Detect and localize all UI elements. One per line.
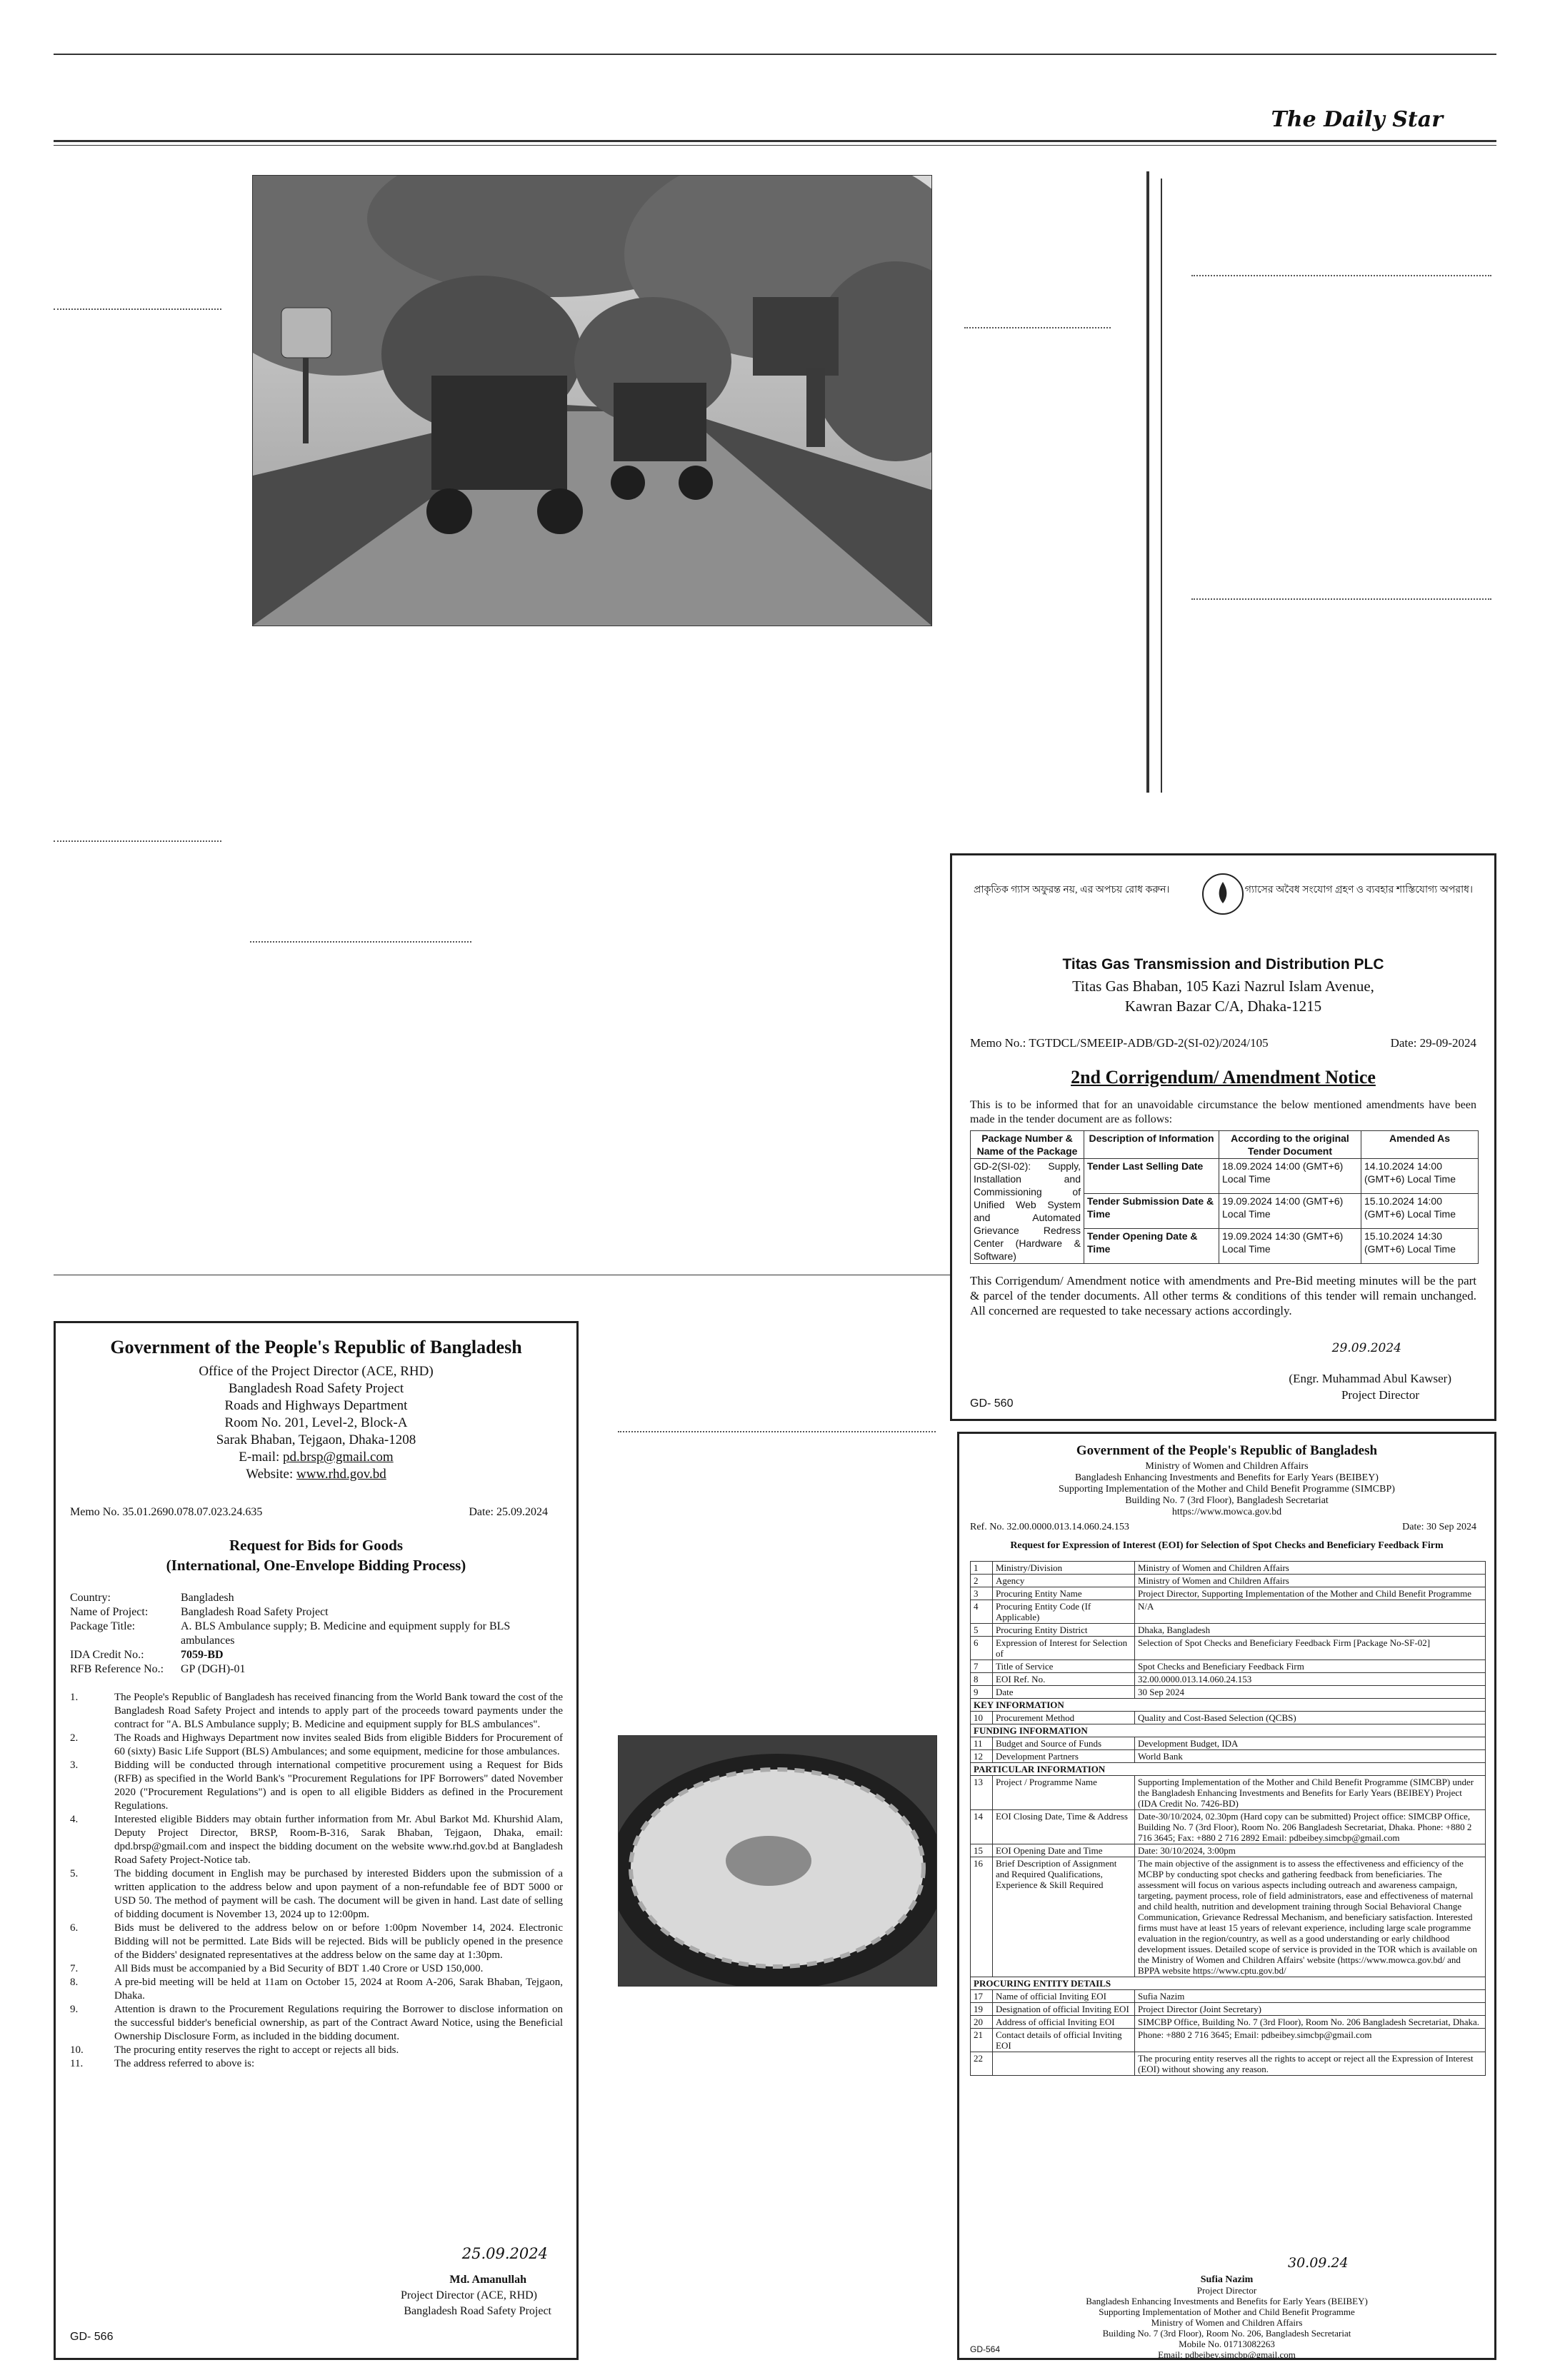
table-cell: Date [993,1686,1135,1699]
item-number: 3. [70,1759,79,1771]
table-cell: Date: 30/10/2024, 3:00pm [1135,1844,1486,1857]
item-number: 6. [70,1922,79,1934]
table-cell: 11 [971,1737,993,1750]
list-item [70,2057,563,2071]
table-cell: 22 [971,2052,993,2076]
table-section-row [971,1699,1486,1712]
item-number: 7. [70,1963,79,1974]
item-text: The procuring entity reserves the right to accept or rejects all bids. [114,2044,399,2056]
table-cell: Budget and Source of Funds [993,1737,1135,1750]
column-rule-thin [1161,179,1162,793]
mowca-line: Supporting Implementation of the Mother and Child Benefit Programme (SIMCBP) [1059,1484,1395,1495]
table-row [971,1844,1486,1857]
titas-org-name: Titas Gas Transmission and Distribution PLC [1062,956,1384,973]
photo-sweets-tray [618,1735,937,1987]
item-text: Attention is drawn to the Procurement Regulations requiring the Borrower to disclose information on the successful bidder's beneficial ownership, as part of the Contract Award Notice, using the Beneficial Ownership Disclosure Form, as included in the bidding document. [114,2004,563,2042]
table-cell: 15 [971,1844,993,1857]
mowca-sign-lines [959,2285,1494,2360]
titas-corrigendum-ad [950,853,1496,1421]
titas-gd-code: GD- 560 [970,1397,1014,1410]
item-text: Bidding will be conducted through international competitive procurement using a Request for Bids (RFB) as specified in the World Bank's "Procurement Regulations for IPF Borrowers" dated November 2020 ("Procurement Regulations") and is open to all eligible Bidders as defined in the Procurement Regulations. [114,1759,563,1812]
field-row [70,1605,563,1620]
table-cell: Phone: +880 2 716 3645; Email: pdbeibey.simcbp@gmail.com [1135,2029,1486,2052]
table-cell: Ministry/Division [993,1562,1135,1575]
table-cell [993,2052,1135,2076]
rhd-web-link[interactable]: www.rhd.gov.bd [296,1467,386,1482]
section-heading: FUNDING INFORMATION [971,1724,1486,1737]
table-row [971,1857,1486,1977]
rhd-title-2: (International, One-Envelope Bidding Process) [166,1557,466,1574]
rhd-signer: Md. Amanullah [449,2274,526,2286]
sign-line: Bangladesh Enhancing Investments and Benefits for Early Years (BEIBEY) [1086,2296,1368,2306]
rhd-line: Sarak Bhaban, Tejgaon, Dhaka-1208 [216,1432,416,1447]
table-cell: World Bank [1135,1750,1486,1763]
table-cell: 30 Sep 2024 [1135,1686,1486,1699]
table-cell: Procuring Entity Name [993,1587,1135,1600]
field-key: RFB Reference No.: [70,1663,164,1675]
table-cell: The procuring entity reserves all the rights to accept or reject all the Expression of Interest (EOI) without showing any reason. [1135,2052,1486,2076]
rhd-request-for-bids-ad [54,1321,579,2360]
rhd-fields [70,1591,563,1677]
table-cell: 21 [971,2029,993,2052]
rhd-gov-title: Government of the People's Republic of Bangladesh [110,1337,522,1357]
field-row [70,1591,563,1605]
table-cell: Tender Submission Date & Time [1084,1194,1219,1229]
item-number: 2. [70,1732,79,1744]
table-row [971,1712,1486,1724]
rhd-line: Roads and Highways Department [224,1398,408,1413]
titas-signer-title: Project Director [1341,1388,1419,1402]
table-row [971,1637,1486,1660]
table-row [971,1737,1486,1750]
table-cell: Development Budget, IDA [1135,1737,1486,1750]
field-value: A. BLS Ambulance supply; B. Medicine and equipment supply for BLS ambulances [181,1620,511,1647]
table-row [971,1587,1486,1600]
separator [1191,598,1491,600]
table-cell: Ministry of Women and Children Affairs [1135,1575,1486,1587]
rhd-gd-code: GD- 566 [70,2331,114,2343]
table-cell: Procuring Entity District [993,1624,1135,1637]
rhd-email-line [56,1449,576,1465]
table-cell: 14 [971,1810,993,1844]
item-number: 5. [70,1868,79,1879]
field-key: IDA Credit No.: [70,1649,144,1661]
sign-line: Building No. 7 (3rd Floor), Room No. 206, Bangladesh Secretariat [1102,2328,1351,2339]
table-cell: 6 [971,1637,993,1660]
mowca-ref: Ref. No. 32.00.0000.013.14.060.24.153 [970,1522,1129,1532]
table-cell: Development Partners [993,1750,1135,1763]
table-cell: Name of official Inviting EOI [993,1990,1135,2003]
table-row [971,1750,1486,1763]
list-item [70,1732,563,1759]
rhd-web-line [56,1466,576,1482]
list-item [70,1976,563,2003]
table-cell: 8 [971,1673,993,1686]
table-cell: 18.09.2024 14:00 (GMT+6) Local Time [1219,1159,1361,1194]
table-cell: 2 [971,1575,993,1587]
table-cell: 3 [971,1587,993,1600]
table-cell: 12 [971,1750,993,1763]
header-rule-1 [54,140,1496,142]
table-row [971,1810,1486,1844]
table-row [971,2052,1486,2076]
item-number: 10. [70,2044,84,2056]
field-value: GP (DGH)-01 [181,1663,246,1675]
col-original: According to the original Tender Document [1219,1131,1361,1159]
table-section-row [971,1977,1486,1990]
table-cell: Designation of official Inviting EOI [993,2003,1135,2016]
item-text: The address referred to above is: [114,2058,255,2069]
titas-address-1: Titas Gas Bhaban, 105 Kazi Nazrul Islam Avenue, [1072,978,1374,995]
mowca-website[interactable]: https://www.mowca.gov.bd [1171,1507,1282,1517]
table-section-row [971,1763,1486,1776]
table-cell: EOI Opening Date and Time [993,1844,1135,1857]
table-cell: 32.00.0000.013.14.060.24.153 [1135,1673,1486,1686]
rhd-line: Room No. 201, Level-2, Block-A [224,1415,408,1430]
field-key: Name of Project: [70,1606,149,1618]
titas-signer: (Engr. Muhammad Abul Kawser) [1289,1372,1451,1385]
photo-vegetable-vehicles [252,175,932,626]
section-heading: PARTICULAR INFORMATION [971,1763,1486,1776]
table-cell: Supporting Implementation of the Mother and Child Benefit Programme (SIMCBP) under the Bangladesh Enhancing Investments and Benefits for Early Years (BEIBEY) Project (IDA Credit No. 7426-BD) [1135,1776,1486,1810]
list-item [70,1691,563,1732]
table-cell: 10 [971,1712,993,1724]
field-key: Country: [70,1592,111,1604]
item-text: The Roads and Highways Department now invites sealed Bids from eligible Bidders for Procurement of 60 (sixty) Basic Life Support (BLS) Ambulances; and some equipment, medicine for those ambulances. [114,1732,563,1757]
rhd-signer-title: Project Director (ACE, RHD) [400,2289,537,2301]
table-section-row [971,1724,1486,1737]
bengali-slogan-left: প্রাকৃতিক গ্যাস অফুরন্ত নয়, এর অপচয় রোধ করুন। [974,885,1170,895]
field-value: Bangladesh [181,1592,234,1604]
titas-date: Date: 29-09-2024 [1390,1036,1476,1050]
rhd-title-1: Request for Bids for Goods [229,1537,404,1554]
item-text: The People's Republic of Bangladesh has received financing from the World Bank toward the cost of the Bangladesh Road Safety Project and intends to apply part of the proceeds toward payments under the contract for "A. BLS Ambulance supply; B. Medicine and equipment supply for BLS ambulances". [114,1692,563,1730]
item-text: All Bids must be accompanied by a Bid Security of BDT 1.40 Crore or USD 150,000. [114,1963,484,1974]
mowca-line: Bangladesh Enhancing Investments and Benefits for Early Years (BEIBEY) [1075,1472,1379,1483]
sign-line: Email: pdbeibey.simcbp@gmail.com [1158,2349,1296,2360]
table-cell: N/A [1135,1600,1486,1624]
table-cell: 19 [971,2003,993,2016]
mowca-eoi-ad [957,1432,1496,2360]
package-cell: GD-2(SI-02): Supply, Installation and Commissioning of Unified Web System and Automated Grievance Redress Center (Hardware & Software) [971,1159,1084,1264]
mowca-signature-date: 30.09.24 [1288,2255,1349,2271]
item-number: 9. [70,2004,79,2015]
list-item [70,1962,563,1976]
section-heading: KEY INFORMATION [971,1699,1486,1712]
titas-logo-icon [1202,873,1244,915]
table-cell: Selection of Spot Checks and Beneficiary Feedback Firm [Package No-SF-02] [1135,1637,1486,1660]
table-row [971,1575,1486,1587]
table-row [971,1990,1486,2003]
table-cell: EOI Closing Date, Time & Address [993,1810,1135,1844]
item-number: 1. [70,1692,79,1703]
sign-line: Project Director [1196,2285,1257,2296]
separator [54,840,221,842]
table-cell: 7 [971,1660,993,1673]
table-cell: 19.09.2024 14:30 (GMT+6) Local Time [1219,1229,1361,1264]
masthead: The Daily Star [1271,107,1443,132]
list-item [70,1813,563,1867]
table-cell: Tender Opening Date & Time [1084,1229,1219,1264]
separator [54,308,221,310]
table-cell: 5 [971,1624,993,1637]
rhd-signature-date: 25.09.2024 [461,2245,548,2262]
field-value: Bangladesh Road Safety Project [181,1606,329,1618]
field-row [70,1620,563,1648]
rhd-date: Date: 25.09.2024 [469,1506,548,1518]
item-number: 8. [70,1977,79,1988]
table-cell: Quality and Cost-Based Selection (QCBS) [1135,1712,1486,1724]
mowca-line: Ministry of Women and Children Affairs [1145,1461,1309,1472]
separator [1191,275,1491,276]
table-cell: Project Director (Joint Secretary) [1135,2003,1486,2016]
table-cell: 19.09.2024 14:00 (GMT+6) Local Time [1219,1194,1361,1229]
list-item [70,2044,563,2057]
table-cell: 15.10.2024 14:00 (GMT+6) Local Time [1361,1194,1479,1229]
item-number: 11. [70,2058,84,2069]
table-row [971,1600,1486,1624]
titas-memo: Memo No.: TGTDCL/SMEEIP-ADB/GD-2(SI-02)/2024/105 [970,1036,1269,1050]
sign-line: Supporting Implementation of Mother and Child Benefit Programme [1099,2306,1355,2317]
table-cell: 9 [971,1686,993,1699]
table-cell: Procurement Method [993,1712,1135,1724]
table-row [971,2003,1486,2016]
item-number: 4. [70,1814,79,1825]
table-cell: Agency [993,1575,1135,1587]
field-value: 7059-BD [181,1649,224,1661]
bengali-slogan-right: গ্যাসের অবৈধ সংযোগ গ্রহণ ও ব্যবহার শাস্তিযোগ্য অপরাধ। [1244,885,1473,895]
table-cell: Tender Last Selling Date [1084,1159,1219,1194]
table-cell: Address of official Inviting EOI [993,2016,1135,2029]
table-cell: SIMCBP Office, Building No. 7 (3rd Floor), Room No. 206 Bangladesh Secretariat, Dhaka. [1135,2016,1486,2029]
table-cell: Contact details of official Inviting EOI [993,2029,1135,2052]
rhd-email-link[interactable]: pd.brsp@gmail.com [283,1450,394,1465]
table-cell: Procuring Entity Code (If Applicable) [993,1600,1135,1624]
table-row [971,1562,1486,1575]
table-cell: 4 [971,1600,993,1624]
table-row [971,1673,1486,1686]
col-description: Description of Information [1084,1131,1219,1159]
separator [250,941,471,943]
top-rule [54,54,1496,55]
table-cell: 20 [971,2016,993,2029]
table-cell: Ministry of Women and Children Affairs [1135,1562,1486,1575]
titas-heading: 2nd Corrigendum/ Amendment Notice [1071,1067,1376,1088]
table-cell: The main objective of the assignment is to assess the effectiveness and efficiency of the MCBP by conducting spot checks and gathering feedback from beneficiaries. The assessment will focus on various aspects including outreach and awareness campaign, targeting, payment process, role of field administrators, ease and effectiveness of maternal and child health, nutrition and development training through Social Behavioral Change Communication, Grievance Redressal Mechanism, and beneficiary satisfaction. Interested firms must have at least 15 years of relevant experience, including large scale programme evaluation in the region/country, as well as a good understanding or early childhood development issues. Detailed scope of service is provided in the TOR which is available on the Ministry of Women and Children Affairs' website (https://www.mowca.gov.bd/ and BPPA website https://www.cptu.gov.bd/ [1135,1857,1486,1977]
list-item [70,1759,563,1813]
field-row [70,1648,563,1662]
rhd-email-label: E-mail: [239,1450,284,1465]
section-heading: PROCURING ENTITY DETAILS [971,1977,1486,1990]
col-amended: Amended As [1361,1131,1479,1159]
header-rule-2 [54,145,1496,146]
table-row [971,2016,1486,2029]
table-cell: Expression of Interest for Selection of [993,1637,1135,1660]
list-item [70,2003,563,2044]
table-row [971,1624,1486,1637]
table-row [971,1660,1486,1673]
rhd-memo: Memo No. 35.01.2690.078.07.023.24.635 [70,1506,263,1518]
separator [618,1431,936,1432]
mowca-gd-code: GD-564 [970,2344,1001,2354]
item-text: A pre-bid meeting will be held at 11am on October 15, 2024 at Room A-206, Sarak Bhaban, Tejgaon, Dhaka. [114,1977,563,2002]
table-cell: Sufia Nazim [1135,1990,1486,2003]
table-row [971,2029,1486,2052]
field-row [70,1662,563,1677]
table-cell: Dhaka, Bangladesh [1135,1624,1486,1637]
titas-closing: This Corrigendum/ Amendment notice with amendments and Pre-Bid meeting minutes will be the part & parcel of the tender documents. All other terms & conditions of this tender will remain unchanged. All concerned are requested to take necessary actions accordingly. [970,1274,1476,1317]
field-key: Package Title: [70,1620,136,1632]
table-cell: 17 [971,1990,993,2003]
table-cell: 13 [971,1776,993,1810]
item-text: Bids must be delivered to the address below on or before 1:00pm November 14, 2024. Electronic Bidding will not be permitted. Late Bids will be rejected. Bids will be publicly opened in the presence of the Bidders' designated representatives at the address below on the same day at 1:30pm. [114,1922,563,1961]
eoi-table [970,1561,1486,2076]
mowca-signer: Sufia Nazim [1200,2274,1254,2285]
mowca-date: Date: 30 Sep 2024 [1402,1522,1476,1532]
rhd-web-label: Website: [246,1467,296,1482]
mowca-title: Request for Expression of Interest (EOI) for Selection of Spot Checks and Beneficiary Feedback Firm [1010,1540,1444,1551]
column-rule [1146,171,1149,793]
table-row [971,1776,1486,1810]
table-cell: 1 [971,1562,993,1575]
table-cell: Title of Service [993,1660,1135,1673]
table-cell: 14.10.2024 14:00 (GMT+6) Local Time [1361,1159,1479,1194]
table-cell: Project / Programme Name [993,1776,1135,1810]
list-item [70,1922,563,1962]
rhd-items [70,1691,563,2071]
sign-line: Mobile No. 01713082263 [1179,2339,1275,2349]
rhd-signer-org: Bangladesh Road Safety Project [404,2305,551,2317]
col-package: Package Number & Name of the Package [971,1131,1084,1159]
titas-amendment-table [970,1130,1479,1264]
item-text: The bidding document in English may be purchased by interested Bidders upon the submission of a written application to the address below and upon payment of a non-refundable fee of BDT 5000 or USD 50. The method of payment will be cash. The document will be given in hand. Last date of selling of bidding document is November 13, 2024 up to 12:00pm. [114,1868,563,1920]
table-cell: Project Director, Supporting Implementation of the Mother and Child Benefit Programme [1135,1587,1486,1600]
mowca-line: Building No. 7 (3rd Floor), Bangladesh Secretariat [1125,1495,1329,1506]
table-cell: Date-30/10/2024, 02.30pm (Hard copy can be submitted) Project office: SIMCBP Office, Building No. 7 (3rd Floor), Room No. 206 Bangladesh Secretariat, Dhaka. Phone: +880 2 716 3645; Fax: +880 2 716 2892 Email: pdbeibey.simcbp@gmail.com [1135,1810,1486,1844]
mowca-gov-title: Government of the People's Republic of Bangladesh [1076,1443,1378,1458]
titas-address-2: Kawran Bazar C/A, Dhaka-1215 [1124,998,1322,1015]
table-cell: EOI Ref. No. [993,1673,1135,1686]
titas-intro: This is to be informed that for an unavoidable circumstance the below mentioned amendments have been made in the tender document are as follows: [970,1099,1476,1125]
table-cell: 16 [971,1857,993,1977]
rhd-line: Bangladesh Road Safety Project [228,1381,404,1396]
separator [964,327,1111,328]
list-item [70,1867,563,1922]
table-cell: 15.10.2024 14:30 (GMT+6) Local Time [1361,1229,1479,1264]
sign-line: Ministry of Women and Children Affairs [1151,2317,1303,2328]
table-row [971,1686,1486,1699]
rhd-line: Office of the Project Director (ACE, RHD) [199,1364,434,1379]
item-text: Interested eligible Bidders may obtain further information from Mr. Abul Barkot Md. Khurshid Alam, Deputy Project Director, BRSP, Room-B-316, Sarak Bhaban, Tejgaon, Dhaka, email: dpd.brsp@gmail.com and inspect the bidding document on the website www.rhd.gov.bd at Bangladesh Road Safety Project-Notice tab. [114,1814,563,1866]
table-cell: Spot Checks and Beneficiary Feedback Firm [1135,1660,1486,1673]
table-cell: Brief Description of Assignment and Required Qualifications, Experience & Skill Required [993,1857,1135,1977]
titas-signature-date: 29.09.2024 [1331,1341,1401,1355]
